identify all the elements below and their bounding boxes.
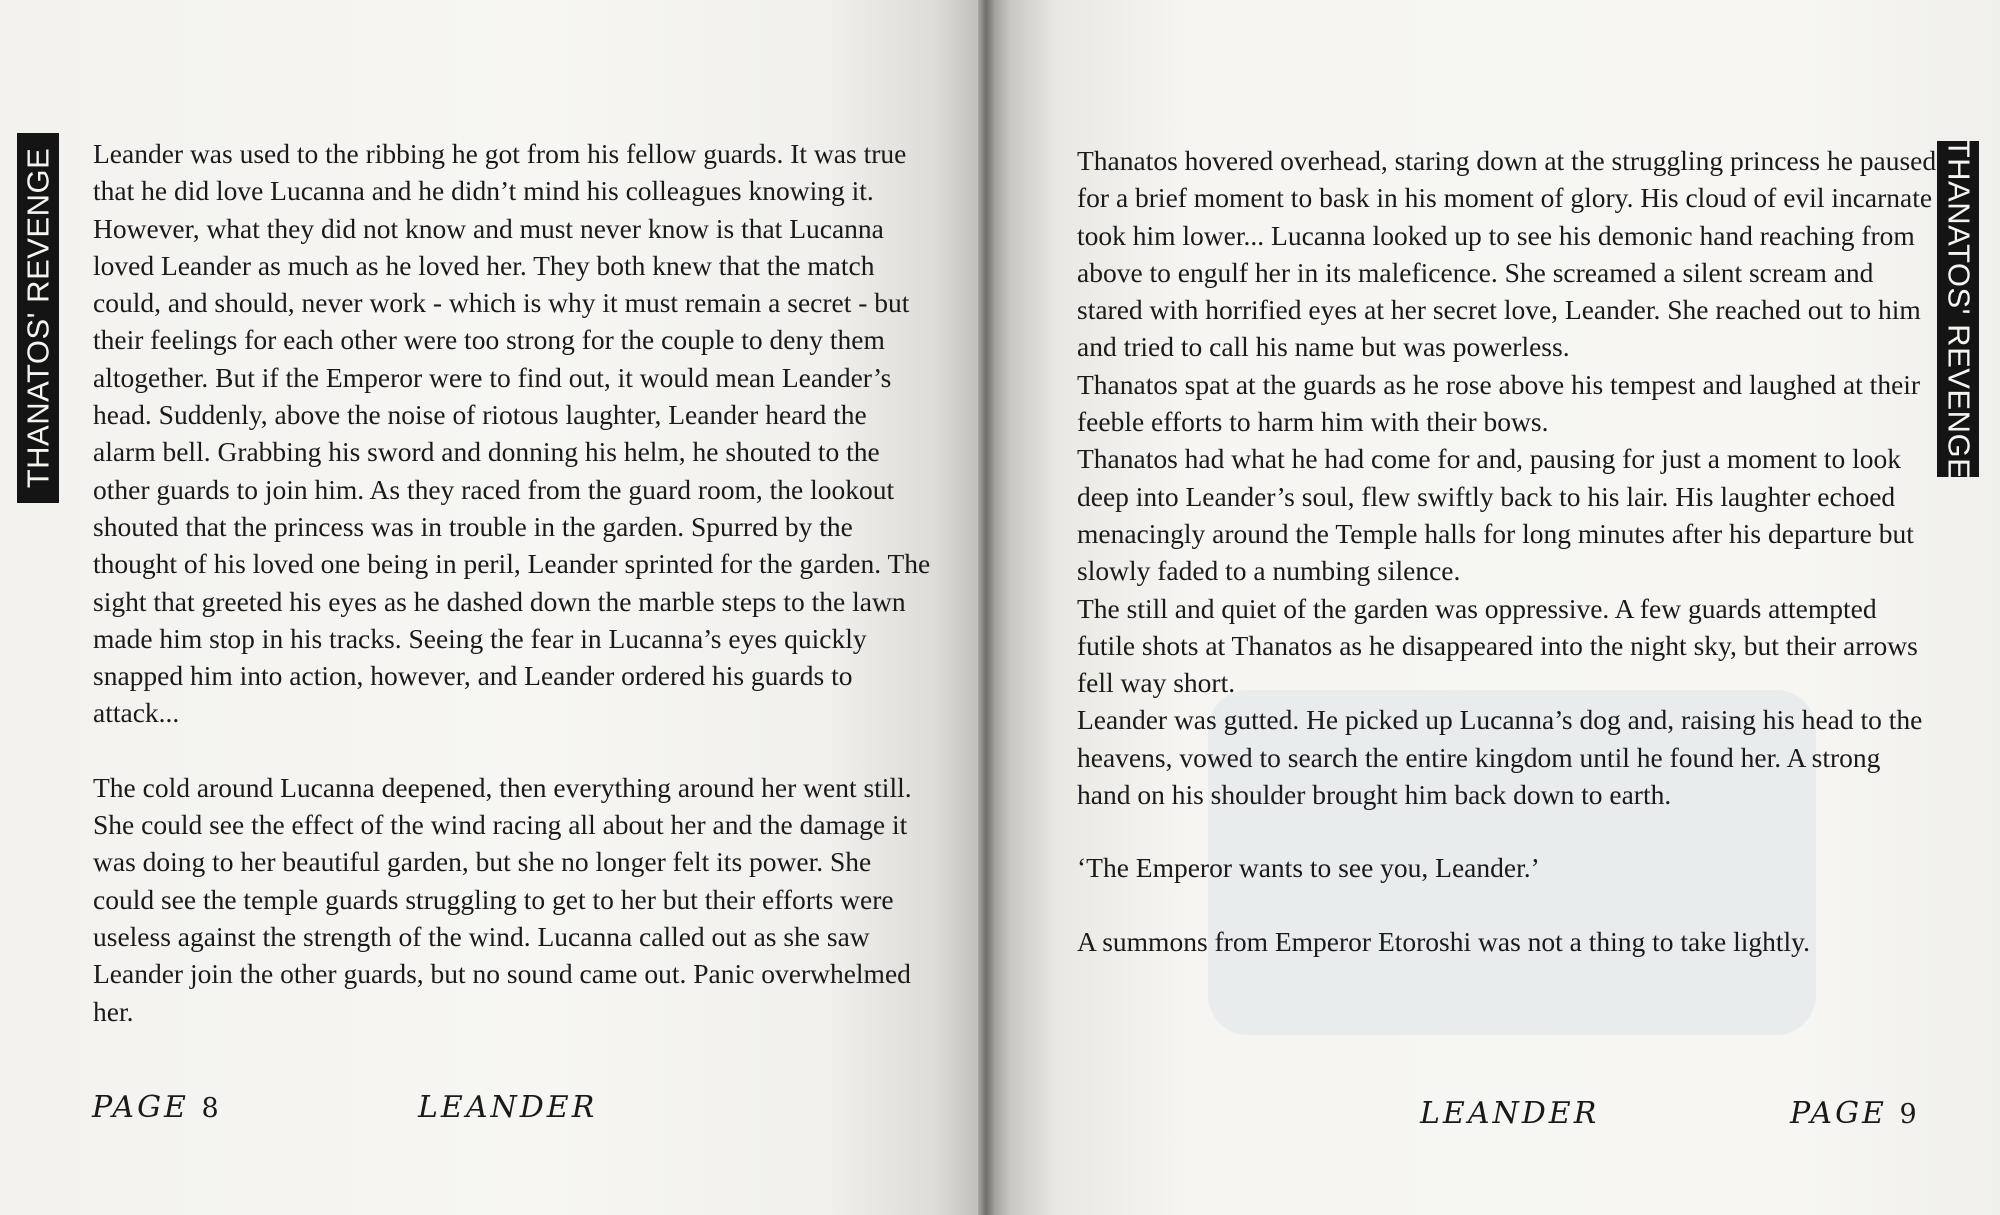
left-paragraph-2: The cold around Lucanna deepened, then everything around her went still. She could see the effect of the wind racing all about her and the damage it was doing to her beautiful garden, but she no longer felt its power. She could see the temple guards struggling to get to her but their efforts were useless against the strength of the wind. Lucanna called out as she saw Leander join the other guards, but no sound came out. Panic overwhelmed her.: [93, 771, 912, 1027]
right-side-title: THANATOS' REVENGE: [1941, 138, 1976, 480]
right-page-number: [1790, 1096, 1917, 1131]
right-page-label: PAGE: [1790, 1096, 1887, 1131]
book-gutter: [978, 0, 994, 1215]
left-side-title: THANATOS' REVENGE: [20, 147, 55, 489]
right-paragraph-2: Thanatos spat at the guards as he rose above his tempest and laughed at their feeble efforts to harm him with their bows.: [1077, 368, 1921, 438]
left-page-number: [92, 1090, 219, 1125]
right-paragraph-7: A summons from Emperor Etoroshi was not a thing to take lightly.: [1077, 925, 1810, 957]
right-chapter-title: LEANDER: [1420, 1096, 1600, 1131]
right-paragraph-3: Thanatos had what he had come for and, pausing for just a moment to look deep into Leander’s soul, flew swiftly back to his lair. His laughter echoed menacingly around the Temple halls for long minutes after his departure but slowly faded to a numbing silence.: [1077, 443, 1914, 587]
right-paragraph-4: The still and quiet of the garden was oppressive. A few guards attempted futile shots at Thanatos as he disappeared into the night sky, but their arrows fell way short.: [1077, 592, 1918, 699]
left-chapter-title: LEANDER: [418, 1090, 598, 1125]
right-paragraph-1: Thanatos hovered overhead, staring down at the struggling princess he paused for a brief moment to bask in his moment of glory. His cloud of evil incarnate took him lower... Lucanna looked up to see his demonic hand reaching from above to engulf her in its maleficence. She screamed a silent scream and stared with horrified eyes at her secret love, Leander. She reached out to him and tried to call his name but was powerless.: [1077, 145, 1937, 363]
right-paragraph-6: ‘The Emperor wants to see you, Leander.’: [1077, 852, 1540, 884]
left-paragraph-1: Leander was used to the ribbing he got from his fellow guards. It was true that he did love Lucanna and he didn’t mind his colleagues knowing it. However, what they did not know and must never know is that Lucanna loved Leander as much as he loved her. They both knew that the match could, and should, never work - which is why it must remain a secret - but their feelings for each other were too strong for the couple to deny them altogether. But if the Emperor were to find out, it would mean Leander’s head. Suddenly, above the noise of riotous laughter, Leander heard the alarm bell. Grabbing his sword and donning his helm, he shouted to the other guards to join him. As they raced from the guard room, the lookout shouted that the princess was in trouble in the garden. Spurred by the thought of his loved one being in peril, Leander sprinted for the garden. The sight that greeted his eyes as he dashed down the marble steps to the lawn made him stop in his tracks. Seeing the fear in Lucanna’s eyes quickly snapped him into action, however, and Leander ordered his guards to attack...: [93, 138, 931, 729]
right-page-number-value: 9: [1899, 1099, 1917, 1130]
right-paragraph-5: Leander was gutted. He picked up Lucanna’s dog and, raising his head to the heavens, vowed to search the entire kingdom until he found her. A strong hand on his shoulder brought him back down to earth.: [1077, 704, 1923, 811]
left-page-label: PAGE: [92, 1090, 189, 1125]
right-page-text: [1077, 142, 1937, 960]
right-side-title-tab: [1937, 138, 1979, 480]
left-page-number-value: 8: [201, 1093, 219, 1124]
left-page-text: [93, 135, 933, 1030]
left-side-title-tab: [17, 133, 59, 503]
